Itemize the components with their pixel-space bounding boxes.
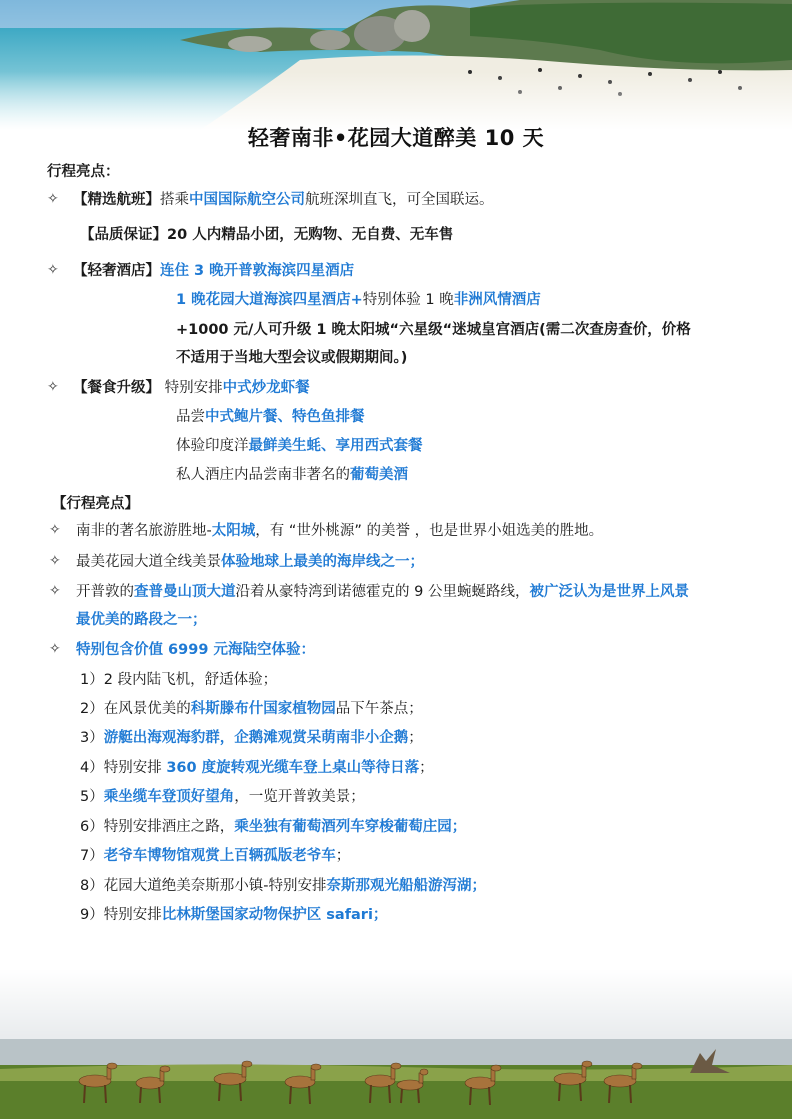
experience-item-pre: 2 段内陆飞机，舒适体验； [103, 672, 278, 688]
experience-item-num: 4） [80, 760, 104, 776]
experience-item [80, 728, 423, 748]
experience-item-num: 5） [80, 789, 104, 805]
hotel-highlight-1: 连住 3 晚开普敦海滨四星酒店 [160, 263, 355, 279]
star-bullet-icon: ✧ [49, 553, 61, 569]
point-1-post: ，有 “世外桃源” 的美誉 ，也是世界小姐选美的胜地。 [255, 523, 604, 539]
hotel-upgrade-2: 不适用于当地大型会议或假期期间。) [176, 350, 408, 366]
food-pre-2: 品尝 [176, 409, 205, 425]
experience-item-hl: 360 度旋转观光缆车登上桌山等待日落 [166, 760, 420, 776]
experience-item-pre: 特别安排 [103, 760, 167, 776]
experience-item-hl: 乘坐独有葡萄酒列车穿梭葡萄庄园； [234, 819, 467, 835]
point-3 [76, 582, 689, 602]
hotel-tag: 【轻奢酒店】 [73, 263, 160, 279]
experience-item-post: ； [419, 760, 434, 776]
experience-item-pre: 花园大道绝美奈斯那小镇-特别安排 [103, 878, 327, 894]
food-highlight-1: 中式炒龙虾餐 [222, 380, 310, 396]
star-bullet-icon: ✧ [47, 191, 59, 207]
experience-item [80, 846, 350, 866]
food-pre-4: 私人酒庄内品尝南非著名的 [176, 467, 350, 483]
food-line-1 [73, 378, 310, 398]
experience-item [80, 699, 423, 719]
experience-item-pre: 特别安排酒庄之路， [103, 819, 235, 835]
food-line-3 [176, 436, 423, 456]
top-banner-image [0, 0, 792, 130]
quality-line: 【品质保证】20 人内精品小团，无购物、无自费、无车售 [80, 227, 454, 243]
flight-line [73, 190, 494, 210]
star-bullet-icon: ✧ [47, 379, 59, 395]
point-3-mid: 沿着从豪特湾到诺德霍克的 9 公里蜿蜒路线， [235, 584, 530, 600]
experience-item [80, 758, 434, 778]
star-bullet-icon: ✧ [49, 641, 61, 657]
point-2-pre: 最美花园大道全线美景 [76, 554, 221, 570]
point-1-pre: 南非的著名旅游胜地- [76, 523, 212, 539]
point-3-highlight-2: 被广泛认为是世界上风景 [529, 584, 689, 600]
point-4: 特别包含价值 6999 元海陆空体验： [76, 642, 315, 658]
experience-item-num: 2） [80, 701, 104, 717]
experience-item-post: 品下午茶点； [335, 701, 423, 717]
section2-heading: 【行程亮点】 [52, 496, 139, 512]
page-title: 轻奢南非•花园大道醉美 10 天 [247, 126, 545, 150]
experience-item-num: 3） [80, 730, 104, 746]
experience-item-post: ； [335, 848, 351, 864]
food-highlight-2: 中式鲍片餐、特色鱼排餐 [205, 409, 365, 425]
star-bullet-icon: ✧ [49, 522, 61, 538]
experience-item [80, 670, 277, 690]
experience-item-pre: 在风景优美的 [103, 701, 191, 717]
highlights-heading: 行程亮点： [47, 164, 120, 180]
experience-item-num: 8） [80, 878, 104, 894]
hotel-highlight-3: 非洲风情酒店 [453, 292, 541, 308]
hotel-line-2 [176, 290, 541, 310]
flight-highlight: 中国国际航空公司 [189, 192, 305, 208]
experience-item-hl: 科斯滕布什国家植物园 [190, 701, 336, 717]
experience-item-num: 7） [80, 848, 104, 864]
food-line-4 [176, 465, 408, 485]
food-highlight-4: 葡萄美酒 [350, 467, 408, 483]
experience-item-hl: 奈斯那观光船船游泻湖； [326, 878, 486, 894]
experience-item-post: ，一览开普敦美景； [234, 789, 365, 805]
flight-tag: 【精选航班】 [73, 192, 160, 208]
point-1-highlight: 太阳城 [211, 523, 256, 539]
flight-pre: 搭乘 [160, 192, 189, 208]
point-2 [76, 552, 424, 572]
hotel-plain-2: 特别体验 1 晚 [362, 292, 454, 308]
experience-item [80, 817, 466, 837]
food-highlight-3: 最鲜美生蚝、享用西式套餐 [248, 438, 423, 454]
food-line-2 [176, 407, 365, 427]
star-bullet-icon: ✧ [47, 262, 59, 278]
point-2-highlight: 体验地球上最美的海岸线之一； [221, 554, 424, 570]
point-3-pre: 开普敦的 [76, 584, 134, 600]
experience-item [80, 905, 387, 925]
experience-item-pre: 特别安排 [103, 907, 162, 923]
point-3-highlight-1: 查普曼山顶大道 [134, 584, 236, 600]
experience-item-num: 1） [80, 672, 104, 688]
experience-item [80, 876, 486, 896]
experience-item [80, 787, 365, 807]
hotel-line-1 [73, 261, 354, 281]
hotel-highlight-2: 1 晚花园大道海滨四星酒店+ [176, 292, 363, 308]
experience-item-hl: 老爷车博物馆观赏上百辆孤版老爷车 [103, 848, 336, 864]
flight-post: 航班深圳直飞，可全国联运。 [305, 192, 494, 208]
food-pre-3: 体验印度洋 [176, 438, 249, 454]
experience-item-post: ； [408, 730, 423, 746]
experience-item-hl: 比林斯堡国家动物保护区 safari； [161, 907, 388, 923]
hotel-upgrade-1: +1000 元/人可升级 1 晚太阳城“六星级“迷城皇宫酒店(需二次查房查价，价格 [176, 322, 691, 338]
point-3-highlight-3: 最优美的路段之一； [76, 612, 207, 628]
food-tag: 【餐食升级】 [73, 380, 160, 396]
experience-item-hl: 乘坐缆车登顶好望角 [103, 789, 235, 805]
food-pre-1: 特别安排 [164, 380, 223, 396]
experience-item-hl: 游艇出海观海豹群，企鹅滩观赏呆萌南非小企鹅 [103, 730, 409, 746]
point-1 [76, 521, 603, 541]
star-bullet-icon: ✧ [49, 583, 61, 599]
bottom-banner-image [0, 969, 792, 1119]
experience-item-num: 9） [80, 907, 104, 923]
experience-item-num: 6） [80, 819, 104, 835]
